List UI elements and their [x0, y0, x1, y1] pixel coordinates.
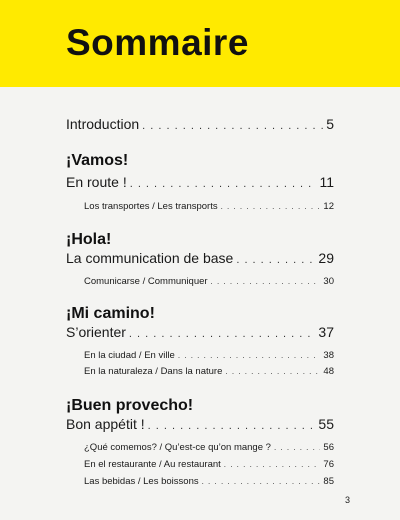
toc-entry-label: Introduction — [66, 116, 140, 132]
leader-dots — [178, 351, 321, 360]
toc-entry-page: 55 — [318, 416, 334, 432]
toc-subentry-page: 48 — [323, 366, 334, 377]
toc-subentry-label: Comunicarse / Communiquer — [84, 276, 208, 287]
toc-entry-label: En route ! — [66, 174, 127, 190]
toc-subentry-page: 85 — [323, 476, 334, 487]
toc-subentry-page: 12 — [323, 201, 334, 212]
toc-subentry-label: Los transportes / Les transports — [84, 201, 218, 212]
toc-subentry-label: Las bebidas / Les boissons — [84, 476, 199, 487]
toc-subentry-label: En el restaurante / Au restaurant — [84, 459, 221, 470]
toc-entry-label: La communication de base — [66, 250, 234, 266]
toc-subentry-page: 38 — [323, 350, 334, 361]
toc-entry-page: 29 — [318, 250, 334, 266]
leader-dots — [221, 202, 321, 211]
toc-entry[interactable] — [66, 416, 334, 436]
toc-entry[interactable] — [66, 250, 334, 270]
toc-subentry-page: 76 — [323, 459, 334, 470]
leader-dots — [236, 254, 315, 266]
toc-subentry[interactable] — [84, 476, 334, 490]
page-title: Sommaire — [66, 22, 249, 63]
leader-dots — [225, 367, 320, 376]
leader-dots — [211, 277, 321, 286]
toc-subentry-page: 56 — [323, 442, 334, 453]
leader-dots — [130, 178, 317, 190]
toc-subentry[interactable] — [84, 350, 334, 364]
toc-entry[interactable] — [66, 174, 334, 194]
toc-entry-page: 11 — [319, 174, 334, 190]
section-title: ¡Buen provecho! — [66, 397, 194, 414]
toc-subentry-label: En la naturaleza / Dans la nature — [84, 366, 223, 377]
toc-entry-page: 5 — [326, 116, 334, 132]
toc-entry[interactable] — [66, 324, 334, 344]
toc-subentry[interactable] — [84, 201, 334, 215]
toc-entry-label: Bon appétit ! — [66, 416, 145, 432]
page-number: 3 — [345, 495, 351, 505]
toc-subentry-label: ¿Qué comemos? / Qu’est-ce qu’on mange ? — [84, 442, 271, 453]
toc-entry-label: S’orienter — [66, 324, 126, 340]
leader-dots — [202, 477, 321, 486]
toc-subentry-page: 30 — [323, 276, 334, 287]
leader-dots — [129, 328, 316, 340]
leader-dots — [274, 443, 320, 452]
section-title: ¡Hola! — [66, 231, 112, 248]
leader-dots — [142, 120, 323, 132]
leader-dots — [148, 420, 316, 432]
toc-subentry[interactable] — [84, 276, 334, 290]
toc-subentry[interactable] — [84, 442, 334, 456]
leader-dots — [224, 460, 321, 469]
toc-entry-page: 37 — [318, 324, 334, 340]
toc-subentry[interactable] — [84, 366, 334, 380]
toc-entry-introduction[interactable] — [66, 116, 334, 136]
section-title: ¡Mi camino! — [66, 305, 155, 322]
section-title: ¡Vamos! — [66, 152, 129, 169]
toc-subentry[interactable] — [84, 459, 334, 473]
toc-subentry-label: En la ciudad / En ville — [84, 350, 175, 361]
